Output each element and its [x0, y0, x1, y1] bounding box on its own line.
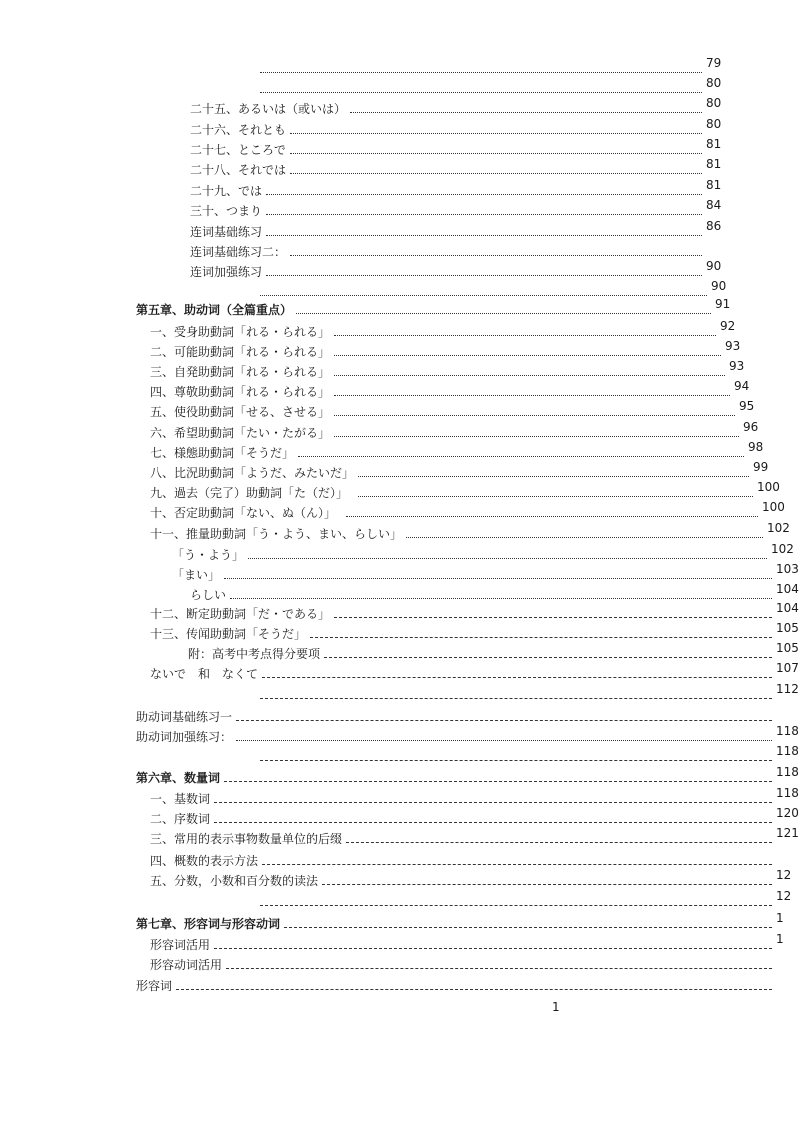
toc-entry-label: 八、比況助動詞「ようだ、みたいだ」: [150, 466, 355, 480]
toc-entry-label: 二十八、それでは: [190, 163, 287, 177]
toc-entry: [136, 682, 799, 704]
toc-entry-label: 六、希望助動詞「たい・たがる」: [150, 426, 331, 440]
toc-entry: [150, 399, 790, 421]
toc-page-number: 12: [776, 889, 792, 903]
toc-entry: [150, 460, 790, 482]
toc-entry-label: 十一、推量助動詞「う・よう、まい、らしい」: [150, 527, 403, 541]
toc-entry-label: 助动词加强练习：: [136, 730, 233, 744]
toc-entry-label: 四、尊敬助動詞「れる・られる」: [150, 385, 331, 399]
toc-leader: [346, 516, 758, 517]
toc-entry: [136, 889, 792, 911]
toc-entry: [150, 480, 790, 502]
toc-leader: [334, 436, 739, 437]
toc-entry: [136, 724, 799, 746]
toc-leader: [230, 598, 772, 599]
toc-leader: [260, 92, 702, 93]
toc-entry-label: 三、自発助動詞「れる・られる」: [150, 365, 331, 379]
toc-leader: [358, 496, 753, 497]
toc-entry: [150, 621, 799, 643]
toc-page-number: 105: [776, 641, 799, 655]
toc-entry: [150, 826, 799, 848]
toc-page-number: 118: [776, 744, 799, 758]
toc-entry: [150, 806, 799, 828]
toc-leader: [358, 476, 749, 477]
toc-entry-label: 「う・よう」: [172, 548, 245, 562]
toc-page-number: 118: [776, 724, 799, 738]
toc-leader: [262, 677, 772, 678]
toc-leader: [260, 295, 707, 296]
toc-entry: [190, 117, 790, 139]
toc-page-number: 96: [743, 420, 759, 434]
toc-page-number: 90: [711, 279, 727, 293]
toc-entry-label: 二十七、ところで: [190, 143, 286, 157]
toc-entry-label: ないで 和 なくて: [150, 667, 259, 681]
toc-entry-label: 四、概数的表示方法: [150, 854, 259, 868]
toc-entry-label: らしい: [190, 588, 227, 602]
toc-chapter-heading: [136, 297, 790, 319]
toc-page-number: 94: [734, 379, 750, 393]
toc-leader: [260, 72, 702, 73]
toc-entry: [136, 708, 790, 726]
toc-leader: [176, 989, 772, 990]
toc-chapter-heading: [136, 765, 799, 787]
toc-page-number: 93: [729, 359, 745, 373]
toc-entry: [150, 500, 790, 522]
toc-leader: [334, 335, 716, 336]
toc-entry: [150, 379, 790, 401]
toc-entry: [150, 852, 790, 870]
toc-entry-label: 二十九、では: [190, 184, 263, 198]
toc-leader: [260, 905, 772, 906]
toc-page-number: 1: [776, 911, 784, 925]
toc-page-number: 118: [776, 786, 799, 800]
toc-entry-label: 「まい」: [172, 568, 221, 582]
toc-entry-label: 二、序数词: [150, 812, 211, 826]
toc-page-number: 81: [706, 178, 722, 192]
toc-leader: [214, 822, 772, 823]
toc-entry-label: 形容词: [136, 979, 173, 993]
toc-leader: [334, 415, 735, 416]
toc-leader: [334, 617, 772, 618]
toc-page-number: 90: [706, 259, 722, 273]
toc-page-number: 120: [776, 806, 799, 820]
toc-leader: [346, 842, 772, 843]
toc-entry: [136, 744, 799, 766]
toc-entry-label: 连词基础练习: [190, 225, 263, 239]
toc-entry-label: 十三、传闻助動詞「そうだ」: [150, 627, 307, 641]
toc-entry: [150, 440, 790, 462]
toc-entry-label: 七、様態助動詞「そうだ」: [150, 446, 295, 460]
toc-entry-label: 九、過去（完了）助動詞「た（だ）」: [150, 486, 349, 500]
toc-page-number: 95: [739, 399, 755, 413]
toc-leader: [260, 760, 772, 761]
toc-leader: [236, 720, 772, 721]
toc-entry: [150, 339, 790, 361]
toc-entry: [150, 956, 790, 974]
toc-page-number: 80: [706, 96, 722, 110]
toc-entry: [136, 76, 790, 98]
toc-entry: [136, 977, 790, 995]
toc-leader: [236, 740, 772, 741]
toc-leader: [290, 173, 702, 174]
toc-entry-label: 一、受身助動詞「れる・られる」: [150, 325, 331, 339]
toc-entry-label: 第六章、数量词: [136, 771, 221, 785]
toc-entry: [150, 420, 790, 442]
toc-leader: [290, 153, 702, 154]
toc-entry: [150, 661, 799, 683]
toc-page-number: 12: [776, 868, 792, 882]
toc-page-number: 121: [776, 826, 799, 840]
toc-entry-label: 二十五、あるいは（或いは）: [190, 102, 347, 116]
toc-leader: [262, 864, 772, 865]
toc-page-number: 1: [776, 932, 784, 946]
toc-leader: [322, 884, 772, 885]
toc-entry: [172, 542, 794, 564]
toc-page-number: 80: [706, 76, 722, 90]
toc-page-number: 118: [776, 765, 799, 779]
toc-entry: [150, 932, 790, 954]
toc-page-number: 102: [767, 521, 790, 535]
toc-entry-label: 三十、つまり: [190, 204, 263, 218]
toc-entry-label: 形容词活用: [150, 938, 211, 952]
toc-entry: [150, 359, 790, 381]
toc-leader: [266, 275, 702, 276]
footer-page-number: 1: [552, 1000, 560, 1014]
toc-entry-label: 一、基数词: [150, 792, 211, 806]
toc-page-number: 80: [706, 117, 722, 131]
toc-page-number: 91: [715, 297, 731, 311]
toc-entry-label: 连词加强练习: [190, 265, 263, 279]
toc-leader: [324, 657, 772, 658]
toc-leader: [214, 948, 772, 949]
toc-leader: [266, 214, 702, 215]
toc-leader: [334, 395, 730, 396]
toc-leader: [334, 375, 725, 376]
toc-entry: [190, 137, 790, 159]
toc-entry-label: 二、可能助動詞「れる・られる」: [150, 345, 331, 359]
toc-entry: [150, 786, 799, 808]
toc-page-number: 103: [776, 562, 799, 576]
toc-leader: [406, 537, 763, 538]
toc-entry: [190, 582, 799, 604]
toc-page-number: 105: [776, 621, 799, 635]
toc-page-number: 112: [776, 682, 799, 696]
toc-entry: [190, 157, 790, 179]
toc-entry-label: 十、否定助動詞「ない、ぬ（ん）」: [150, 506, 337, 520]
toc-entry: [190, 259, 790, 281]
toc-entry: [150, 319, 790, 341]
toc-leader: [284, 927, 772, 928]
toc-leader: [290, 255, 702, 256]
toc-entry: [136, 279, 790, 301]
toc-page-number: 104: [776, 601, 799, 615]
toc-leader: [224, 781, 772, 782]
toc-page-number: 81: [706, 137, 722, 151]
toc-leader: [296, 313, 711, 314]
toc-leader: [224, 578, 772, 579]
toc-leader: [226, 968, 772, 969]
toc-entry: [190, 243, 790, 261]
toc-entry: [150, 601, 799, 623]
toc-entry: [188, 641, 799, 663]
toc-entry-label: 形容动词活用: [150, 958, 223, 972]
toc-page-number: 93: [725, 339, 741, 353]
toc-leader: [350, 112, 702, 113]
toc-entry-label: 十二、断定助動詞「だ・である」: [150, 607, 331, 621]
toc-leader: [248, 558, 767, 559]
toc-page-number: 81: [706, 157, 722, 171]
toc-page-number: 84: [706, 198, 722, 212]
toc-entry-label: 五、使役助動詞「せる、させる」: [150, 405, 331, 419]
toc-page-number: 100: [757, 480, 780, 494]
toc-leader: [266, 194, 702, 195]
toc-leader: [298, 456, 744, 457]
toc-entry: [136, 56, 790, 78]
toc-leader: [334, 355, 721, 356]
toc-entry: [150, 521, 790, 543]
toc-entry: [190, 219, 790, 241]
toc-entry-label: 第七章、形容词与形容动词: [136, 917, 281, 931]
toc-entry-label: 连词基础练习二：: [190, 245, 287, 259]
toc-page-number: 98: [748, 440, 764, 454]
toc-entry-label: 附：高考中考点得分要项: [188, 647, 321, 661]
toc-leader: [214, 802, 772, 803]
toc-entry: [172, 562, 799, 584]
toc-page-number: 99: [753, 460, 769, 474]
toc-page-number: 79: [706, 56, 722, 70]
toc-leader: [290, 133, 702, 134]
toc-entry: [190, 96, 790, 118]
toc-entry: [190, 198, 790, 220]
toc-chapter-heading: [136, 911, 790, 933]
toc-entry: [150, 868, 792, 890]
toc-page-number: 104: [776, 582, 799, 596]
toc-entry-label: 五、分数，小数和百分数的读法: [150, 874, 319, 888]
toc-entry-label: 三、常用的表示事物数量单位的后缀: [150, 832, 343, 846]
toc-page-number: 102: [771, 542, 794, 556]
toc-entry-label: 二十六、それとも: [190, 123, 287, 137]
toc-entry-label: 第五章、助动词（全篇重点）: [136, 303, 293, 317]
toc-page-number: 107: [776, 661, 799, 675]
toc-page-number: 92: [720, 319, 736, 333]
toc-entry: [190, 178, 790, 200]
toc-page-number: 86: [706, 219, 722, 233]
toc-leader: [266, 235, 702, 236]
toc-page-number: 100: [762, 500, 785, 514]
toc-leader: [310, 637, 772, 638]
toc-entry-label: 助动词基础练习一: [136, 710, 233, 724]
toc-leader: [260, 698, 772, 699]
